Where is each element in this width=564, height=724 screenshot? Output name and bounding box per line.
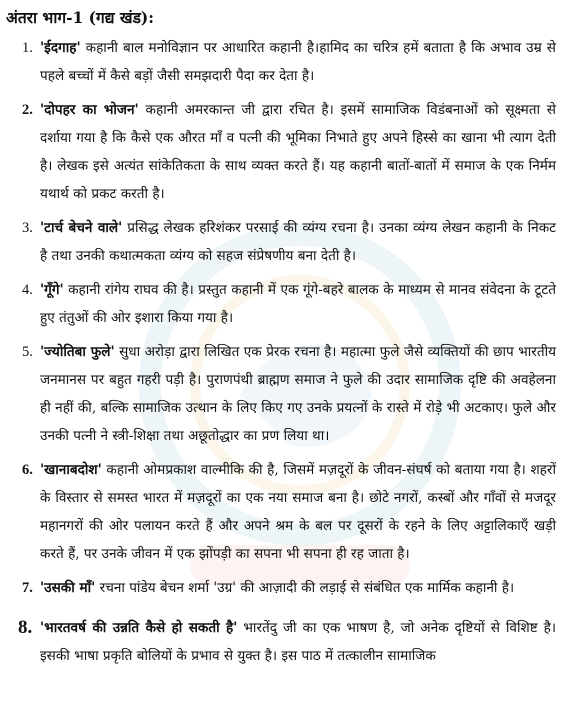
item-number: 4.: [22, 282, 33, 298]
item-text: कहानी बाल मनोविज्ञान पर आधारित कहानी है।हामिद का चरित्र हमें बताता है कि अभाव उम्र से पहले बच्चों में कैसे बड़ों जैसी समझदारी पैदा कर देता है।: [40, 40, 556, 84]
summary-list: [0, 34, 564, 670]
list-item-7: [0, 574, 564, 602]
list-item-4: [0, 276, 564, 332]
list-item-1: [0, 34, 564, 90]
item-title: 'दोपहर का भोजन': [40, 102, 139, 118]
item-title: 'भारतवर्ष की उन्नति कैसे हो सकती है': [40, 620, 238, 636]
item-number: 1.: [22, 40, 33, 56]
item-text: प्रसिद्ध लेखक हरिशंकर परसाई की व्यंग्य रचना है। उनका व्यंग्य लेखन कहानी के निकट है तथा उनकी कथात्मकता व्यंग्य को सहज संप्रेषणीय बना देती है।: [40, 220, 556, 264]
page-heading: अंतरा भाग-1 (गद्य खंड):: [6, 8, 154, 27]
item-number: 8.: [18, 617, 33, 638]
item-title: 'ज्योतिबा फुले': [40, 344, 115, 360]
list-item-3: [0, 214, 564, 270]
item-title: 'उसकी माँ': [40, 580, 96, 596]
item-text: रचना पांडेय बेचन शर्मा 'उग्र' की आज़ादी की लड़ाई से संबंधित एक मार्मिक कहानी है।: [95, 580, 515, 596]
list-item-2: [0, 96, 564, 208]
item-text: कहानी रांगेय राघव की है। प्रस्तुत कहानी में एक गूंगे-बहरे बालक के माध्यम से मानव संवेदना के टूटते हुए तंतुओं की ओर इशारा किया गया है।: [40, 282, 556, 326]
item-title: 'ईदगाह': [40, 40, 81, 56]
item-title: 'खानाबदोश': [40, 462, 102, 478]
list-item-6: [0, 456, 564, 568]
item-number: 7.: [22, 580, 33, 596]
item-number: 3.: [22, 220, 33, 236]
list-item-5: [0, 338, 564, 450]
item-number: 6.: [22, 462, 33, 478]
item-title: 'टार्च बेचने वाले': [40, 220, 123, 236]
item-text: कहानी ओमप्रकाश वाल्मीकि की है, जिसमें मज़दूरों के जीवन-संघर्ष को बताया गया है। शहरों के विस्तार से समस्त भारत में मज़दूरों का एक नया समाज बना है। छोटे नगरों, कस्बों और गाँवों से मजदूर महानगरों की ओर पलायन करते हैं और अपने श्रम के बल पर दूसरों के रहने के लिए अट्टालिकाएँ खड़ी करते हैं, पर उनके जीवन में एक झोंपड़ी का सपना भी सपना ही रह जाता है।: [40, 462, 556, 562]
item-number: 5.: [22, 344, 33, 360]
list-item-8: [0, 614, 564, 670]
item-title: 'गूँगे': [40, 282, 64, 298]
item-text: भारतेंदु जी का एक भाषण है, जो अनेक दृष्टियों से विशिष्ट है। इसकी भाषा प्रकृति बोलियों के प्रभाव से युक्त है। इस पाठ में तत्कालीन सामाजिक: [40, 620, 556, 664]
item-text: कहानी अमरकान्त जी द्वारा रचित है। इसमें सामाजिक विडंबनाओं को सूक्ष्मता से दर्शाया गया है कि कैसे एक औरत माँ व पत्नी की भूमिका निभाते हुए अपने हिस्से का खाना भी त्याग देती है। लेखक इसे अत्यंत सांकेतिकता के साथ व्यक्त करते हैं। यह कहानी बातों-बातों में समाज के एक निर्मम यथार्थ को प्रकट करती है।: [40, 102, 556, 202]
item-text: सुधा अरोड़ा द्वारा लिखित एक प्रेरक रचना है। महात्मा फुले जैसे व्यक्तियों की छाप भारतीय जनमानस पर बहुत गहरी पड़ी है। पुराणपंथी ब्राह्मण समाज ने फुले की उदार सामाजिक दृष्टि की अवहेलना ही नहीं की, बल्कि सामाजिक उत्थान के लिए किए गए उनके प्रयत्नों के रास्ते में रोड़े भी अटकाए। फुले और उनकी पत्नी ने स्त्री-शिक्षा तथा अछूतोद्धार का प्रण लिया था।: [40, 344, 556, 444]
item-number: 2.: [22, 102, 33, 118]
